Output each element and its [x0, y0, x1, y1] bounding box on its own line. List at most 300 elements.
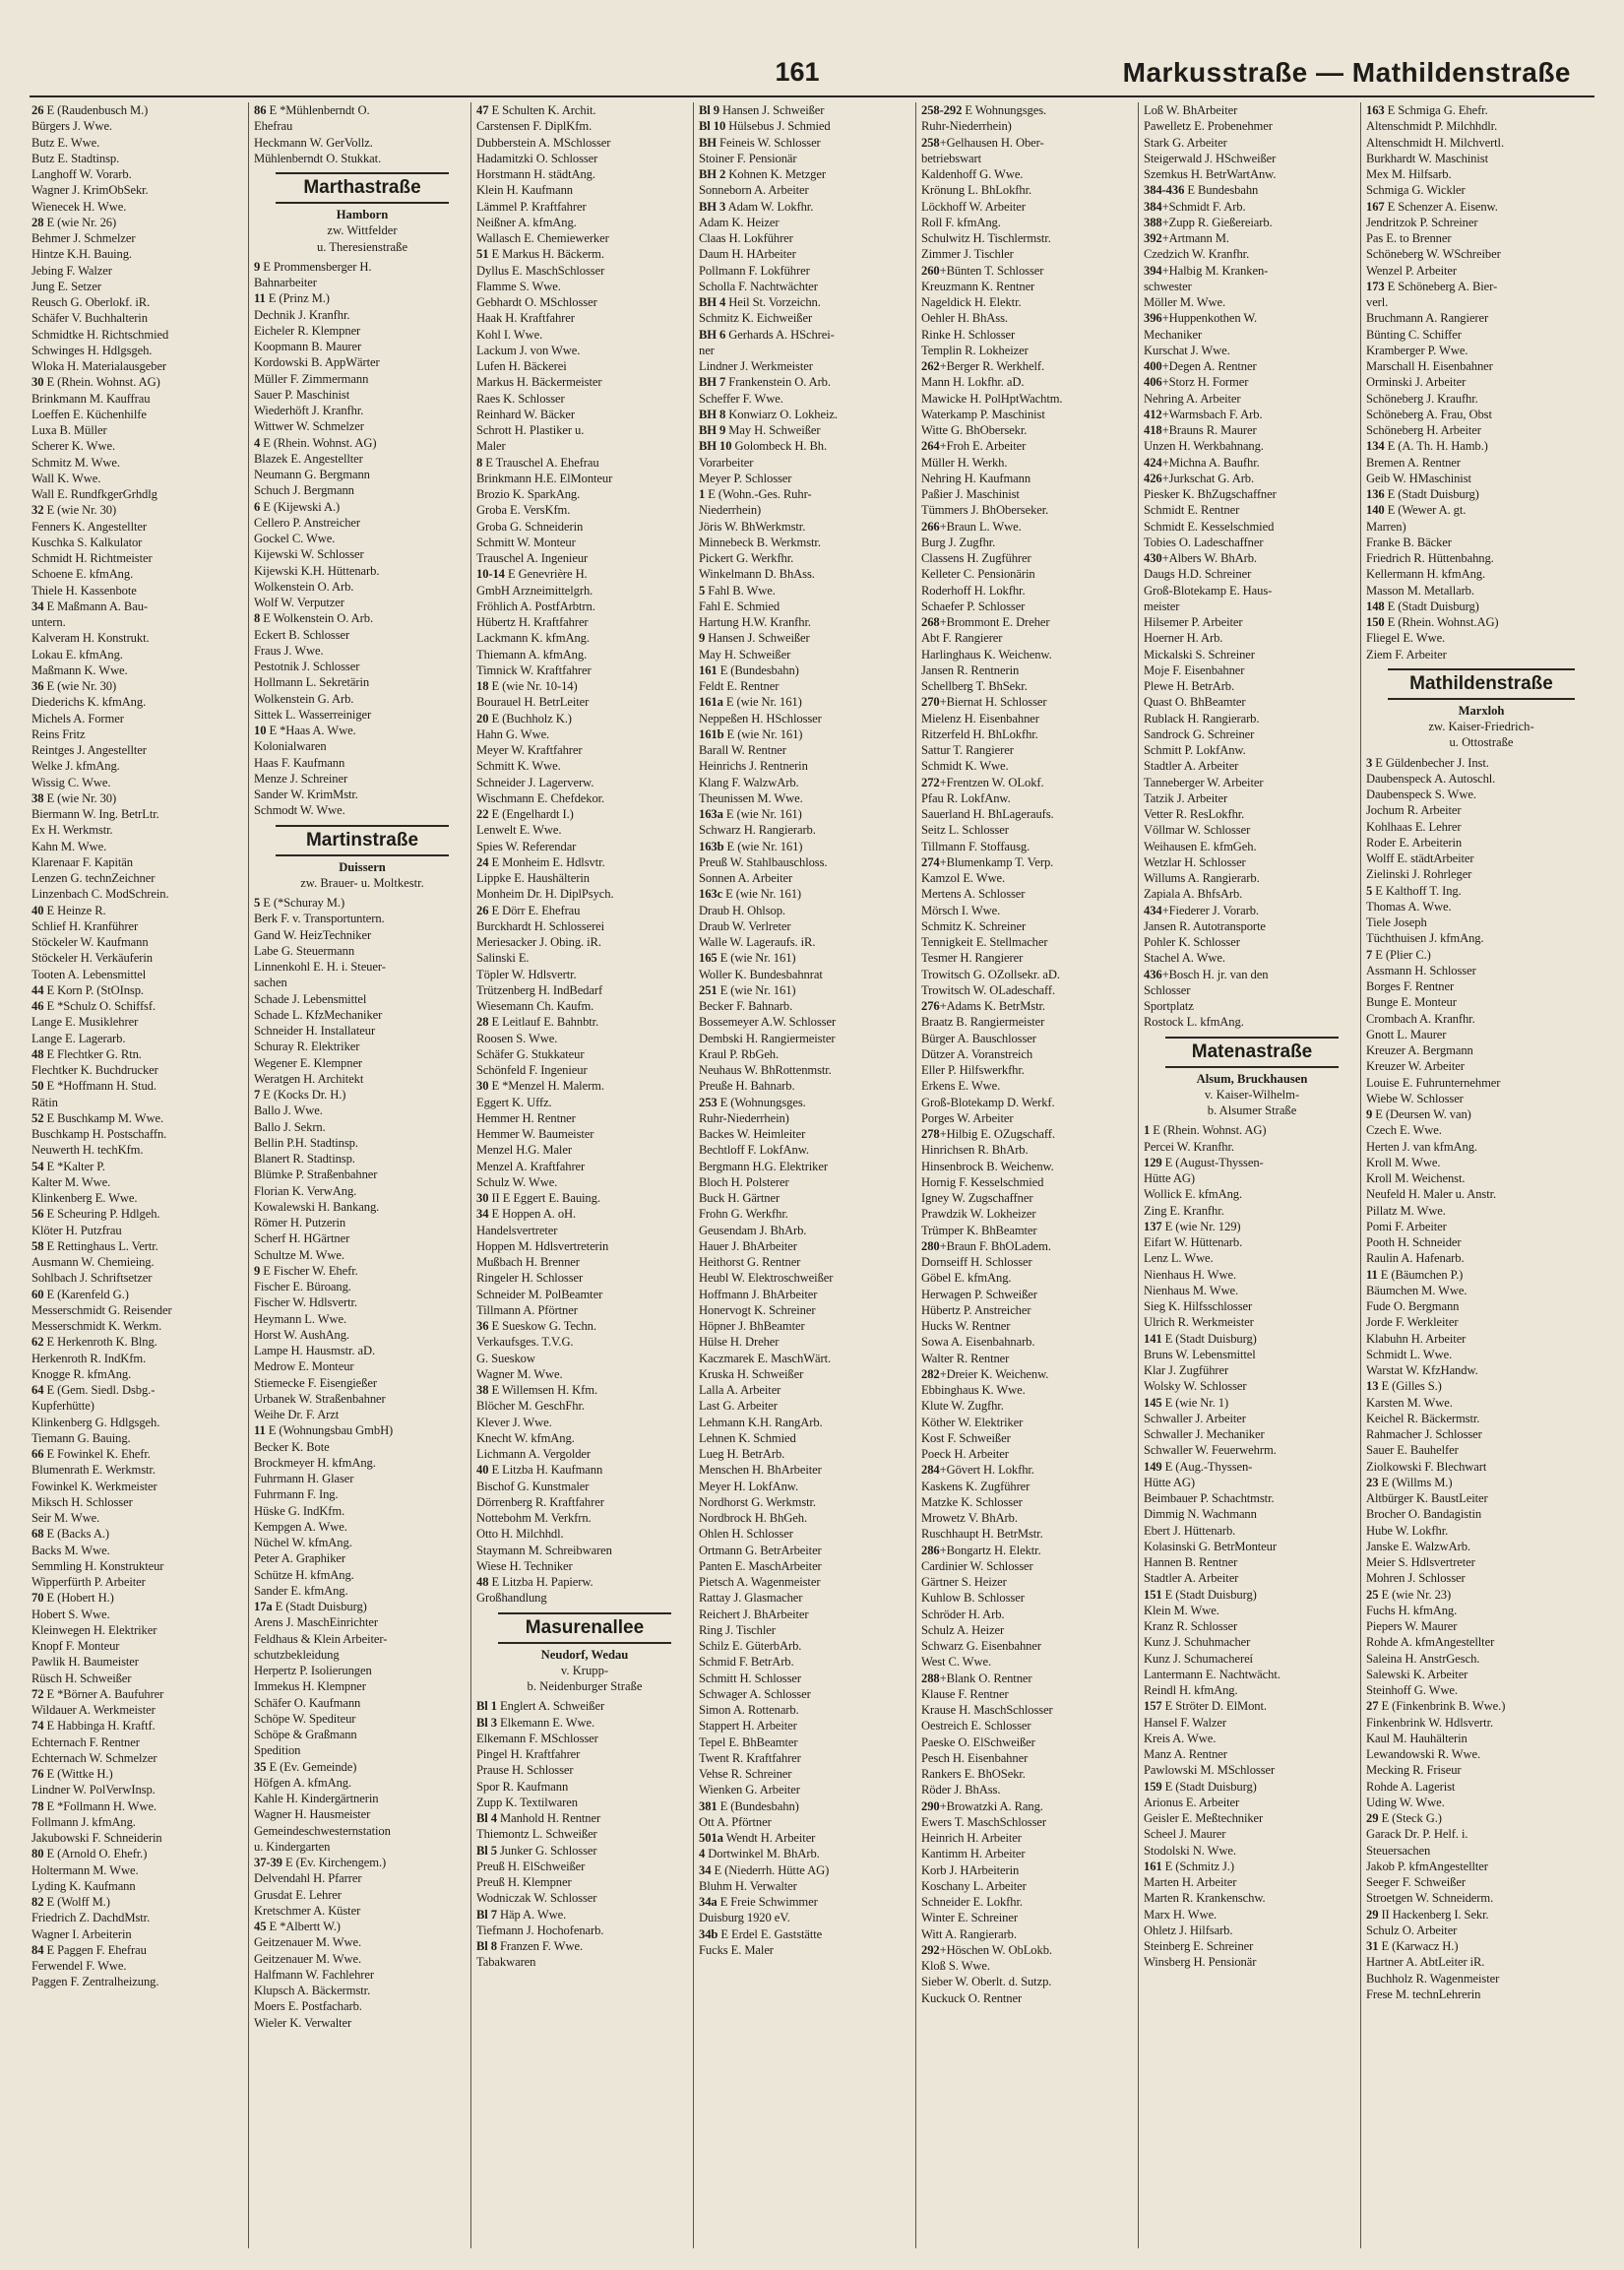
entry-text: Fucks E. Maler [699, 1942, 774, 1957]
resident-entry [476, 694, 693, 710]
house-entry [476, 246, 693, 262]
entry-text: sachen [254, 976, 287, 990]
resident-entry [921, 1382, 1138, 1398]
resident-entry [31, 182, 248, 198]
resident-entry [1144, 1347, 1360, 1362]
house-number: 282 [921, 1366, 940, 1381]
house-entry [699, 294, 915, 310]
entry-text: E (Stadt Duisburg) [1161, 1587, 1257, 1602]
resident-entry [1144, 934, 1360, 950]
resident-entry [699, 1814, 915, 1830]
entry-text: Ortmann G. BetrArbeiter [699, 1543, 822, 1557]
entry-text: Tennigkeit E. Stellmacher [921, 935, 1048, 949]
entry-text: E (Steck G.) [1378, 1811, 1442, 1825]
house-entry [699, 630, 915, 646]
resident-entry [476, 1558, 693, 1574]
entry-text: E (Kijewski A.) [260, 499, 341, 514]
entry-text: Mertens A. Schlosser [921, 887, 1026, 902]
entry-text: E (Stadt Duisburg) [1384, 599, 1479, 613]
resident-entry [254, 1519, 470, 1535]
entry-text: Wienken G. Arbeiter [699, 1783, 800, 1797]
entry-text: Adam W. Lokfhr. [725, 199, 814, 214]
house-entry [476, 903, 693, 918]
resident-entry [699, 967, 915, 982]
resident-entry [1366, 1795, 1596, 1810]
house-entry [1366, 502, 1596, 518]
resident-entry [1144, 1923, 1360, 1938]
resident-entry [921, 1734, 1138, 1750]
house-entry [699, 1798, 915, 1814]
house-entry [476, 102, 693, 118]
resident-entry [254, 1471, 470, 1486]
resident-entry [699, 1574, 915, 1590]
entry-text: Templin R. Lokheizer [921, 343, 1029, 357]
entry-text: Klöter H. Putzfrau [31, 1223, 122, 1237]
entry-text: Masson M. Metallarb. [1366, 583, 1474, 598]
entry-text: Stiemecke F. Eisengießer [254, 1375, 377, 1390]
entry-text: Pestotnik J. Schlosser [254, 660, 360, 673]
resident-entry [921, 1334, 1138, 1350]
street-section-header [476, 1612, 693, 1695]
entry-text: Elkemann E. Wwe. [496, 1715, 595, 1730]
resident-entry [31, 1702, 248, 1718]
resident-entry [699, 678, 915, 694]
entry-text: Herpertz P. Isolierungen [254, 1664, 372, 1677]
resident-entry [254, 1167, 470, 1182]
house-number: 58 [31, 1238, 44, 1253]
resident-entry [1366, 1298, 1596, 1314]
resident-entry [921, 327, 1138, 343]
house-entry [1144, 374, 1360, 390]
entry-text: E (Karwacz H.) [1378, 1939, 1459, 1953]
entry-text: Groba G. Schneiderin [476, 519, 584, 534]
entry-text: Louise E. Fuhrunternehmer [1366, 1075, 1501, 1090]
house-entry [31, 982, 248, 998]
entry-text: Hartner A. AbtLeiter iR. [1366, 1955, 1485, 1970]
entry-text: Trowitsch W. OLadeschaff. [921, 982, 1056, 997]
resident-entry [921, 246, 1138, 262]
resident-entry [476, 1287, 693, 1302]
house-number: 34 [476, 1207, 489, 1222]
resident-entry [699, 1190, 915, 1206]
house-number: 32 [31, 503, 44, 518]
resident-entry [1366, 1075, 1596, 1091]
entry-text: Sieber W. Oberlt. d. Sutzp. [921, 1975, 1052, 1989]
entry-text: Hülsebus J. Schmied [725, 119, 831, 134]
entry-text: Frohn G. Werkfhr. [699, 1207, 788, 1222]
entry-text: Kroll M. Weichenst. [1366, 1171, 1466, 1185]
entry-text: Hoppen M. Hdlsvertreterin [476, 1238, 609, 1253]
entry-text: E Trauschel A. Ehefrau [482, 455, 599, 470]
resident-entry [476, 1479, 693, 1494]
entry-text: Harlinghaus K. Weichenw. [921, 647, 1052, 662]
house-number: 424 [1144, 455, 1162, 470]
entry-text: Junker G. Schlosser [496, 1843, 597, 1858]
entry-text: Hansel F. Walzer [1144, 1715, 1226, 1730]
entry-text: Lindner W. PolVerwInsp. [31, 1783, 156, 1797]
entry-text: Wagner M. Wwe. [476, 1366, 563, 1381]
entry-text: Tesmer H. Rangierer [921, 951, 1024, 966]
resident-entry [1366, 550, 1596, 566]
house-number: Bl 5 [476, 1843, 497, 1858]
entry-text: E Paggen F. Ehefrau [43, 1942, 147, 1957]
entry-text: Kloß S. Wwe. [921, 1959, 990, 1973]
entry-text: Schwaller W. Feuerwehrm. [1144, 1443, 1277, 1458]
resident-entry [254, 1055, 470, 1071]
house-number: 4 [699, 1847, 706, 1861]
resident-entry [1366, 1779, 1596, 1795]
resident-entry [699, 870, 915, 886]
entry-text: Wolff E. städtArbeiter [1366, 851, 1474, 865]
resident-entry [254, 1823, 470, 1839]
house-number: 388 [1144, 215, 1162, 229]
resident-entry [476, 294, 693, 310]
house-entry [699, 422, 915, 438]
house-number: 253 [699, 1095, 718, 1109]
resident-entry [1366, 1859, 1596, 1874]
entry-text: Ausmann W. Chemieing. [31, 1255, 155, 1269]
house-number: 266 [921, 519, 940, 534]
entry-text: Piesker K. BhZugschaffner [1144, 487, 1277, 501]
entry-text: Kamzol E. Wwe. [921, 871, 1006, 885]
entry-text: Möller M. Wwe. [1144, 295, 1226, 309]
resident-entry [921, 1654, 1138, 1670]
resident-entry [699, 1910, 915, 1925]
entry-text: E Freie Schwimmer [717, 1895, 818, 1909]
house-entry [699, 583, 915, 599]
resident-entry [921, 1910, 1138, 1925]
entry-text: Keichel R. Bäckermstr. [1366, 1411, 1480, 1425]
house-entry [31, 502, 248, 518]
entry-text: Nienhaus M. Wwe. [1144, 1283, 1239, 1297]
house-entry [254, 1919, 470, 1934]
street-extent: b. Neidenburger Straße [527, 1679, 643, 1693]
house-entry [921, 135, 1138, 151]
entry-text: Dornseiff H. Schlosser [921, 1255, 1032, 1269]
house-entry [1366, 614, 1596, 630]
resident-entry [31, 950, 248, 966]
entry-text: Schmitz K. Schreiner [921, 918, 1027, 933]
resident-entry [1144, 1475, 1360, 1490]
entry-text: Sieg K. Hilfsschlosser [1144, 1299, 1253, 1313]
house-entry [1144, 230, 1360, 246]
entry-text: Großhandlung [476, 1591, 547, 1606]
entry-text: Heithorst G. Rentner [699, 1255, 801, 1269]
entry-text: Hübertz P. Anstreicher [921, 1302, 1031, 1317]
house-entry [699, 1095, 915, 1110]
resident-entry [254, 927, 470, 943]
resident-entry [31, 1462, 248, 1478]
house-number: BH 9 [699, 423, 726, 437]
resident-entry [921, 279, 1138, 294]
entry-text: Brockmeyer H. kfmAng. [254, 1455, 376, 1470]
house-entry [921, 1798, 1138, 1814]
resident-entry [1144, 1731, 1360, 1746]
entry-text: E *Mühlenberndt O. [266, 103, 370, 117]
house-entry [1366, 1267, 1596, 1283]
entry-text: Flamme S. Wwe. [476, 279, 561, 293]
resident-entry [1366, 1426, 1596, 1442]
entry-text: Lenz L. Wwe. [1144, 1251, 1214, 1266]
resident-entry [254, 482, 470, 498]
entry-text: Pingel H. Kraftfahrer [476, 1747, 581, 1761]
entry-text: Feldt E. Rentner [699, 679, 780, 693]
entry-text: Reintges J. Angestellter [31, 743, 147, 757]
entry-text: Schöneberg J. Kraufhr. [1366, 391, 1478, 406]
entry-text: E Markus H. Bäckerm. [488, 247, 604, 262]
entry-text: Jakubowski F. Schneiderin [31, 1831, 162, 1845]
house-number: Bl 4 [476, 1811, 497, 1825]
entry-text: Sohlbach J. Schriftsetzer [31, 1271, 153, 1286]
entry-text: E (August-Thyssen- [1161, 1155, 1264, 1169]
resident-entry [1144, 839, 1360, 854]
entry-text: Schöpe & Graßmann [254, 1728, 357, 1741]
resident-entry [699, 1254, 915, 1270]
entry-text: E (Bundesbahn) [717, 662, 799, 677]
entry-text: Otto H. Milchhdl. [476, 1527, 564, 1542]
entry-text: Tiemann G. Bauing. [31, 1430, 131, 1445]
entry-text: Feineis W. Schlosser [717, 135, 821, 150]
entry-text: Neppeßen H. HSchlosser [699, 711, 822, 725]
resident-entry [31, 438, 248, 454]
house-entry [1366, 1810, 1596, 1826]
entry-text: Cardinier W. Schlosser [921, 1558, 1033, 1573]
entry-text: E Fowinkel K. Ehefr. [43, 1447, 151, 1461]
resident-entry [31, 583, 248, 599]
entry-text: Monheim Dr. H. DiplPsych. [476, 887, 614, 902]
house-entry [476, 806, 693, 822]
entry-text: Wagner I. Arbeiterin [31, 1926, 132, 1941]
entry-text: Mex M. Hilfsarb. [1366, 167, 1452, 181]
resident-entry [699, 519, 915, 535]
entry-text: Wolf W. Verputzer [254, 596, 344, 609]
entry-text: Thiemann A. kfmAng. [476, 647, 588, 662]
entry-text: Tooten A. Lebensmittel [31, 967, 147, 981]
resident-entry [921, 678, 1138, 694]
house-number: 30 [31, 375, 44, 390]
entry-text: Kohl I. Wwe. [476, 327, 543, 342]
resident-entry [31, 1479, 248, 1494]
resident-entry [31, 1126, 248, 1142]
entry-text: Menze J. Schreiner [254, 771, 348, 786]
resident-entry [476, 1494, 693, 1510]
entry-text: Pomi F. Arbeiter [1366, 1219, 1447, 1233]
entry-text: Hansen J. Schweißer [718, 103, 825, 117]
resident-entry [1366, 1667, 1596, 1682]
resident-entry [476, 327, 693, 343]
house-entry [476, 1190, 693, 1206]
resident-entry [476, 870, 693, 886]
resident-entry [476, 1874, 693, 1890]
house-entry [476, 1715, 693, 1731]
resident-entry [476, 279, 693, 294]
resident-entry [254, 467, 470, 482]
resident-entry [1366, 1170, 1596, 1186]
entry-text: Erkens E. Wwe. [921, 1079, 1001, 1094]
resident-entry [1144, 1298, 1360, 1314]
entry-text: E Willemsen H. Kfm. [488, 1383, 597, 1397]
entry-text: Sander W. KrimMstr. [254, 788, 358, 801]
entry-text: Preuß H. Klempner [476, 1875, 572, 1889]
resident-entry [254, 991, 470, 1007]
house-entry [1366, 883, 1596, 899]
resident-entry [1366, 1011, 1596, 1027]
resident-entry [1366, 1843, 1596, 1859]
entry-text: Heckmann W. GerVollz. [254, 135, 373, 150]
entry-text: E Schenzer A. Eisenw. [1384, 199, 1498, 214]
entry-text: Kowalewski H. Bankang. [254, 1199, 380, 1214]
entry-text: Scherf H. HGärtner [254, 1231, 350, 1246]
resident-entry [31, 455, 248, 471]
entry-text: E Herkenroth K. Blng. [43, 1335, 157, 1350]
entry-text: Gärtner S. Heizer [921, 1575, 1007, 1589]
entry-text: Jochum R. Arbeiter [1366, 803, 1462, 818]
entry-text: Verkaufsges. T.V.G. [476, 1335, 574, 1350]
resident-entry [1144, 502, 1360, 518]
entry-text: Burg J. Zugfhr. [921, 535, 996, 549]
house-entry [1144, 471, 1360, 486]
street-section-header [254, 172, 470, 255]
entry-text: Kuckuck O. Rentner [921, 1990, 1023, 2005]
entry-text: E Prommensberger H. [260, 259, 372, 274]
entry-text: Ziem F. Arbeiter [1366, 647, 1447, 662]
house-entry [31, 1894, 248, 1910]
entry-text: Rahmacher J. Schlosser [1366, 1427, 1482, 1441]
house-number: 384-436 [1144, 183, 1185, 198]
entry-text: Paggen F. Zentralheizung. [31, 1975, 159, 1989]
entry-text: Butz E. Stadtinsp. [31, 151, 120, 165]
entry-text: +Zupp R. Gießereiarb. [1161, 215, 1273, 229]
resident-entry [1366, 118, 1596, 134]
street-extent: u. Ottostraße [1449, 735, 1514, 750]
entry-text: E Sueskow G. Techn. [488, 1319, 596, 1333]
resident-entry [31, 1638, 248, 1654]
resident-entry [31, 343, 248, 358]
house-entry [699, 199, 915, 215]
entry-text: Höfgen A. kfmAng. [254, 1775, 352, 1790]
entry-text: Hansen J. Schweißer [705, 631, 810, 646]
entry-text: Lehnen K. Schmied [699, 1430, 796, 1445]
entry-text: E *Menzel H. Malerm. [488, 1079, 604, 1094]
resident-entry [254, 1567, 470, 1583]
house-entry [31, 215, 248, 230]
entry-text: +Brommont E. Dreher [939, 615, 1050, 629]
street-district: Hamborn [336, 208, 389, 221]
resident-entry [921, 1686, 1138, 1702]
resident-entry [699, 1622, 915, 1638]
house-number: 384 [1144, 199, 1162, 214]
resident-entry [1144, 1810, 1360, 1826]
entry-text: Kijewski W. Schlosser [254, 547, 364, 562]
entry-text: Klarenaar F. Kapitän [31, 854, 133, 869]
entry-text: Behmer J. Schmelzer [31, 231, 136, 245]
entry-text: Urbanek W. Straßenbahner [254, 1391, 386, 1406]
entry-text: Halfmann W. Fachlehrer [254, 1967, 374, 1982]
header-rule [30, 95, 1594, 97]
house-number: 28 [31, 215, 44, 229]
resident-entry [1144, 1539, 1360, 1554]
entry-text: Markus H. Bäckermeister [476, 375, 602, 390]
house-number: 47 [476, 103, 489, 117]
entry-text: Messerschmidt G. Reisender [31, 1302, 172, 1317]
resident-entry [1366, 1155, 1596, 1170]
entry-text: Waterkamp P. Maschinist [921, 407, 1045, 421]
entry-text: Knopf F. Monteur [31, 1639, 120, 1653]
entry-text: E (Backs A.) [43, 1527, 109, 1542]
entry-text: Blazek E. Angestellter [254, 451, 363, 466]
entry-text: E (wie Nr. 30) [43, 679, 117, 693]
entry-text: Bischof G. Kunstmaler [476, 1479, 590, 1493]
street-district: Neudorf, Wedau [540, 1647, 629, 1662]
entry-text: +Jurkschat G. Arb. [1161, 471, 1255, 485]
resident-entry [31, 1318, 248, 1334]
entry-text: Schmodt W. Wwe. [254, 803, 345, 818]
entry-text: Abt F. Rangierer [921, 631, 1003, 646]
resident-entry [476, 550, 693, 566]
entry-text: Jansen R. Autotransporte [1144, 918, 1266, 933]
resident-entry [1144, 1874, 1360, 1890]
resident-entry [921, 1415, 1138, 1430]
entry-text: Finkenbrink W. Hdlsvertr. [1366, 1715, 1494, 1730]
entry-text: Höpner J. BhBeamter [699, 1319, 805, 1333]
resident-entry [476, 886, 693, 902]
entry-text: +Dreier K. Weichenw. [939, 1366, 1049, 1381]
entry-text: Kaul M. Hauhälterin [1366, 1731, 1468, 1745]
entry-text: Kordowski B. AppWärter [254, 355, 380, 370]
entry-text: Last G. Arbeiter [699, 1399, 778, 1414]
entry-text: Kretschmer A. Küster [254, 1903, 361, 1918]
entry-text: Jansen R. Rentnerin [921, 662, 1020, 677]
house-number: 270 [921, 695, 940, 710]
entry-text: Kruska H. Schweißer [699, 1366, 804, 1381]
resident-entry [921, 1526, 1138, 1542]
entry-text: Garack Dr. P. Helf. i. [1366, 1827, 1468, 1842]
resident-entry [254, 1486, 470, 1502]
resident-entry [699, 1270, 915, 1286]
resident-entry [254, 403, 470, 418]
resident-entry [1366, 1523, 1596, 1539]
house-entry [1144, 1155, 1360, 1170]
resident-entry [31, 806, 248, 822]
entry-text: Kost F. Schweißer [921, 1430, 1011, 1445]
resident-entry [1144, 886, 1360, 902]
entry-text: Igney W. Zugschaffner [921, 1191, 1033, 1205]
entry-text: Bürgers J. Wwe. [31, 119, 112, 134]
resident-entry [31, 151, 248, 166]
entry-text: Geisler E. Meßtechniker [1144, 1811, 1264, 1825]
resident-entry [31, 1671, 248, 1686]
resident-entry [699, 502, 915, 518]
resident-entry [31, 535, 248, 550]
house-number: 7 [1366, 947, 1373, 962]
entry-text: Franzen F. Wwe. [496, 1939, 583, 1953]
resident-entry [1144, 1618, 1360, 1634]
entry-text: Geib W. HMaschinist [1366, 471, 1471, 485]
entry-text: Tanneberger W. Arbeiter [1144, 775, 1264, 789]
entry-text: E (Stadt Duisburg) [1161, 1331, 1257, 1346]
entry-text: Jorde F. Werkleiter [1366, 1315, 1459, 1330]
entry-text: Ruschhaupt H. BetrMstr. [921, 1527, 1043, 1542]
resident-entry [31, 1654, 248, 1670]
house-number: 72 [31, 1686, 44, 1701]
resident-entry [1144, 599, 1360, 614]
resident-entry [254, 1647, 470, 1663]
entry-text: E *Börner A. Baufuhrer [43, 1686, 164, 1701]
house-entry [699, 327, 915, 343]
entry-text: Pooth H. Schneider [1366, 1235, 1462, 1249]
house-number: 34 [699, 1862, 712, 1877]
entry-text: Lenwelt E. Wwe. [476, 823, 562, 838]
